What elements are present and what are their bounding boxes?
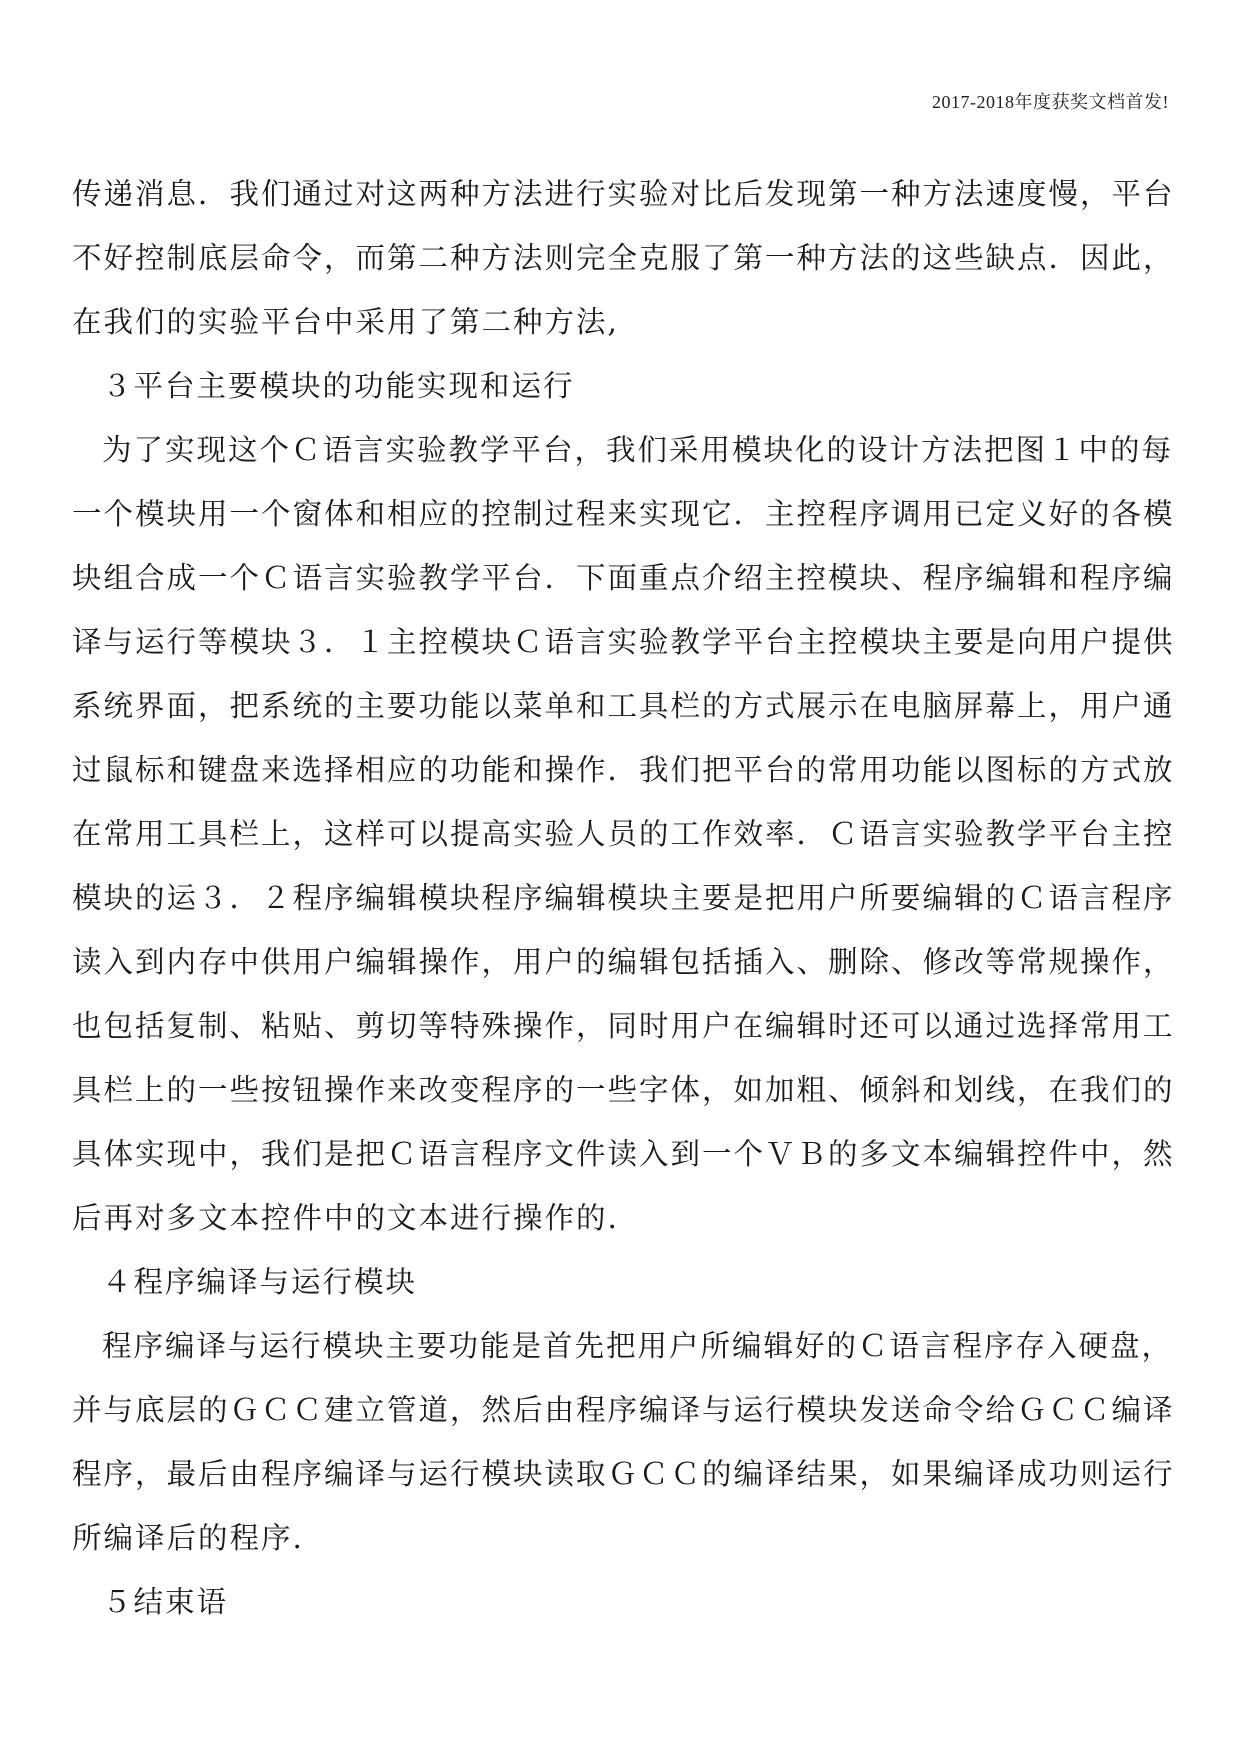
text-line: 译与运行等模块３．１主控模块Ｃ语言实验教学平台主控模块主要是向用户提供 (72, 625, 1175, 659)
text-line: 具体实现中，我们是把Ｃ语言程序文件读入到一个ＶＢ的多文本编辑控件中，然 (72, 1137, 1175, 1171)
text-line: 程序，最后由程序编译与运行模块读取ＧＣＣ的编译结果，如果编译成功则运行 (72, 1457, 1175, 1491)
section-heading: ３平台主要模块的功能实现和运行 (102, 369, 575, 403)
text-line: 后再对多文本控件中的文本进行操作的. (72, 1201, 619, 1235)
text-line: 块组合成一个Ｃ语言实验教学平台．下面重点介绍主控模块、程序编辑和程序编 (72, 561, 1175, 595)
section-heading: ４程序编译与运行模块 (102, 1265, 418, 1299)
text-line: 模块的运３．２程序编辑模块程序编辑模块主要是把用户所要编辑的Ｃ语言程序 (72, 881, 1175, 915)
text-line: 不好控制底层命令，而第二种方法则完全克服了第一种方法的这些缺点．因此， (72, 241, 1175, 275)
text-line: 程序编译与运行模块主要功能是首先把用户所编辑好的Ｃ语言程序存入硬盘， (102, 1329, 1174, 1363)
text-line: 所编译后的程序. (72, 1521, 304, 1555)
document-body (72, 162, 1175, 1634)
text-line: 传递消息．我们通过对这两种方法进行实验对比后发现第一种方法速度慢，平台 (72, 177, 1175, 211)
text-line: 具栏上的一些按钮操作来改变程序的一些字体，如加粗、倾斜和划线，在我们的 (72, 1073, 1175, 1107)
text-line: 为了实现这个Ｃ语言实验教学平台，我们采用模块化的设计方法把图１中的每 (102, 433, 1174, 467)
text-line: 读入到内存中供用户编辑操作，用户的编辑包括插入、删除、修改等常规操作， (72, 945, 1175, 979)
text-line: 系统界面，把系统的主要功能以菜单和工具栏的方式展示在电脑屏幕上，用户通 (72, 689, 1175, 723)
text-line: 过鼠标和键盘来选择相应的功能和操作．我们把平台的常用功能以图标的方式放 (72, 753, 1175, 787)
text-line: 在常用工具栏上，这样可以提高实验人员的工作效率．Ｃ语言实验教学平台主控 (72, 817, 1175, 851)
text-line: 并与底层的ＧＣＣ建立管道，然后由程序编译与运行模块发送命令给ＧＣＣ编译 (72, 1393, 1175, 1427)
page-header-note: 2017-2018年度获奖文档首发! (932, 92, 1169, 112)
text-line: 一个模块用一个窗体和相应的控制过程来实现它．主控程序调用已定义好的各模 (72, 497, 1175, 531)
text-line: 也包括复制、粘贴、剪切等特殊操作，同时用户在编辑时还可以通过选择常用工 (72, 1009, 1175, 1043)
text-line: 在我们的实验平台中采用了第二种方法, (72, 305, 619, 339)
section-heading: ５结束语 (102, 1585, 229, 1619)
